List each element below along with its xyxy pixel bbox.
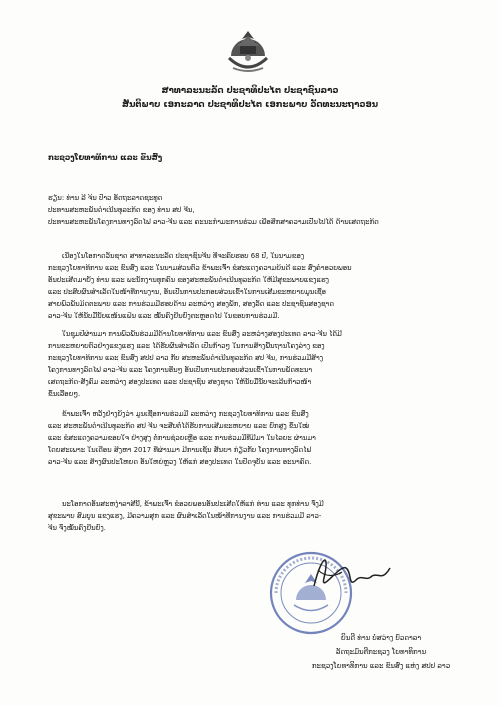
signatory-full-name: ທ່ານ ບໍ່ສວ່າງ ບົວດາລາ	[357, 634, 422, 642]
header-line-1: ສາທາລະນະລັດ ປະຊາທິປະໄຕ ປະຊາຊົນລາວ	[161, 86, 339, 96]
paragraph-3-line: ໂດຍສະເພາະ ໃນເດືອນ ສິງຫາ 2017 ທີ່ຜ່ານມາ ມີການເຊັນ ສັນຍາ ກ່ຽວກັບ ໂຄງການທາງລົດໄຟ	[48, 446, 312, 454]
paragraph-3-line: ແລະ ຂໍສະແດງຄວາມຂອບໃຈ ຢ່າງສູງ ຕໍ່ການຊ່ວຍເຫຼືອ ແລະ ການຮ່ວມມືທີ່ມີມາ ໃນໄລຍະ ຜ່ານມາ	[48, 434, 316, 442]
paragraph-2-line: ເສດຖະກິດ-ສັງຄົມ ລະຫວ່າງ ສອງປະເທດ ແລະ ປະຊາຊົນ ສອງຊາດ ໃຫ້ນັບມື້ນັບຈະເລີນກ້າວໜ້າ	[48, 378, 312, 386]
ministry-reference: ກະຊວງໂຍທາທິການ ແລະ ຂົນສົ່ງ	[48, 153, 163, 162]
paragraph-1-line: ອັນປະເສີດມາຍັງ ທ່ານ ແລະ ພະນັກງານທຸກຄົນ ຂອງສະຫະພັນດຳເນີນທຸລະກິດ ໃຫ້ມີສຸຂະພາບແຂງແຮງ	[48, 276, 330, 284]
paragraph-1-line: ເນື່ອງໃນໂອກາດວັນຊາດ ສາທາລະນະລັດ ປະຊາຊົນຈີນ ທີ່ຈະຄົບຮອບ 68 ປີ, ໃນນາມຂອງ	[62, 252, 305, 260]
paragraph-1-line: ແລະ ປະສົບຜົນສຳເລັດໃນໜ້າທີ່ການງານ, ອັນເປັນການປະກອບສ່ວນເຂົ້າໃນການເສີມຂະຫຍາຍມູນເຊື້ອ	[48, 288, 327, 296]
paragraph-2-line: ຂຶ້ນເລື້ອຍໆ.	[48, 390, 81, 398]
national-emblem-icon	[223, 28, 273, 78]
paragraph-1-line: ລາວ-ຈີນ ໃຫ້ນັບມື້ນັບແໜ້ນແຟ້ນ ແລະ ໝັ້ນຄົງຍືນຍົງຕະຫຼອດໄປ ໃນຂອບການຮ່ວມມື.	[48, 312, 280, 320]
paragraph-3-line: ຂ້າພະເຈົ້າ ຫວັງຢ່າງຍິ່ງວ່າ ມູນເຊື້ອການຮ່ວມມື ລະຫວ່າງ ກະຊວງໂຍທາທິການ ແລະ ຂົນສົ່ງ	[62, 410, 309, 418]
paragraph-1-line: ກະຊວງໂຍທາທິການ ແລະ ຂົນສົ່ງ ແລະ ໃນນາມສ່ວນຕົວ ຂ້າພະເຈົ້າ ຂໍສະແດງຄວາມຍິນດີ ແລະ ສົ່ງຄຳອວຍພອນ	[48, 264, 352, 272]
paragraph-2-line: ການຂະຫຍາຍຕົວຢ່າງແຂງແຮງ ແລະ ໄດ້ຮັບຜົນສຳເລັດ ເປັນກ້າວໆ ໃນການສ້າງພື້ນຖານໂຄງລ່າງ ຂອງ	[48, 342, 325, 350]
recipient-line-1: ຮຽນ: ທ່ານ ລີ ຈິນ ປ້າວ ອັດຖະລາດຊະທູດ	[48, 194, 163, 202]
recipient-line-2: ປະທານສະຫະພັນດຳເນີນທຸລະກິດ ຂອງ ທ່ານ ສປ ຈີນ,	[48, 206, 195, 214]
signature	[296, 548, 396, 598]
paragraph-2-line: ໃນຊຸມປີຜ່ານມາ ການພົວພັນຮ່ວມມືດ້ານໂຍທາທິການ ແລະ ຂົນສົ່ງ ລະຫວ່າງສອງປະເທດ ລາວ-ຈີນ ໄດ້ມີ	[62, 330, 342, 338]
paragraph-3-line: ແລະ ສະຫະພັນດຳເນີນທຸລະກິດ ສປ ຈີນ ຈະສືບຕໍ່ໄດ້ຮັບການເສີມຂະຫຍາຍ ແລະ ຍົກສູງ ຂຶ້ນໃໝ່	[48, 422, 310, 430]
paragraph-2-line: ກະຊວງໂຍທາທິການ ແລະ ຂົນສົ່ງ ສປປ ລາວ ກັບ ສະຫະພັນດຳເນີນທຸລະກິດ ສປ ຈີນ, ການຮ່ວມມືສ້າງ	[48, 354, 324, 362]
signatory-organization: ກະຊວງໂຍທາທິການ ແລະ ຂົນສົ່ງ ແຫ່ງ ສປປ ລາວ	[311, 662, 451, 670]
recipient-line-3: ປະທານສະຫະພັນໂຄງການທາງລົດໄຟ ລາວ-ຈີນ ແລະ ຄະນະກຳມະການຮ່ວມ ເພື່ອສຶກສາຄວາມເປັນໄປໄດ້ ດ້ານເສດຖະກິດ	[48, 218, 379, 226]
signatory-title: ລັດຖະມົນຕີກະຊວງ ໂຍທາທິການ	[335, 648, 427, 656]
paragraph-4-line: ສຸຂະພາບ ສົມບູນ ແຂງແຮງ, ມີຄວາມສຸກ ແລະ ຜົນສຳເລັດໃນໜ້າທີ່ການງານ ແລະ ການຮ່ວມມື ລາວ-	[48, 512, 322, 520]
paragraph-4-line: ຈີນ ຈົ່ງໝັ້ນຄົງຍືນຍົງ.	[48, 524, 106, 532]
paragraph-4-line: ນະໂອກາດອັນສະຫງ່າລາສີນີ້, ຂ້າພະເຈົ້າ ຂໍອວຍພອນອັນປະເສີດໃຫ້ແກ່ ທ່ານ ແລະ ທຸກທ່ານ ຈົ່ງມີ	[62, 500, 324, 508]
signatory-name	[296, 634, 466, 642]
paragraph-2-line: ໂຄງການທາງລົດໄຟ ລາວ-ຈີນ ແລະ ໂຄງການອື່ນໆ ອັນເປັນການປະກອບສ່ວນເຂົ້າໃນການພັດທະນາ	[48, 366, 313, 374]
paragraph-1-line: ສາຍພົວພັນມິດຕະພາບ ແລະ ການຮ່ວມມືຮອບດ້ານ ລະຫວ່າງ ສອງພັກ, ສອງລັດ ແລະ ປະຊາຊົນສອງຊາດ	[48, 300, 335, 308]
signatory-prefix: ຍິນດີ	[340, 634, 355, 642]
header-line-2: ສັນຕິພາບ ເອກະລາດ ປະຊາທິປະໄຕ ເອກະພາບ ວັດທະນະຖາວອນ	[122, 100, 378, 110]
paragraph-3-line: ລາວ-ຈີນ ແລະ ສ້າງຜົນປະໂຫຍດ ອັນໃຫຍ່ຫຼວງ ໃຫ້ແກ່ ສອງປະເທດ ໃນປັດຈຸບັນ ແລະ ອະນາຄົດ.	[48, 458, 312, 466]
